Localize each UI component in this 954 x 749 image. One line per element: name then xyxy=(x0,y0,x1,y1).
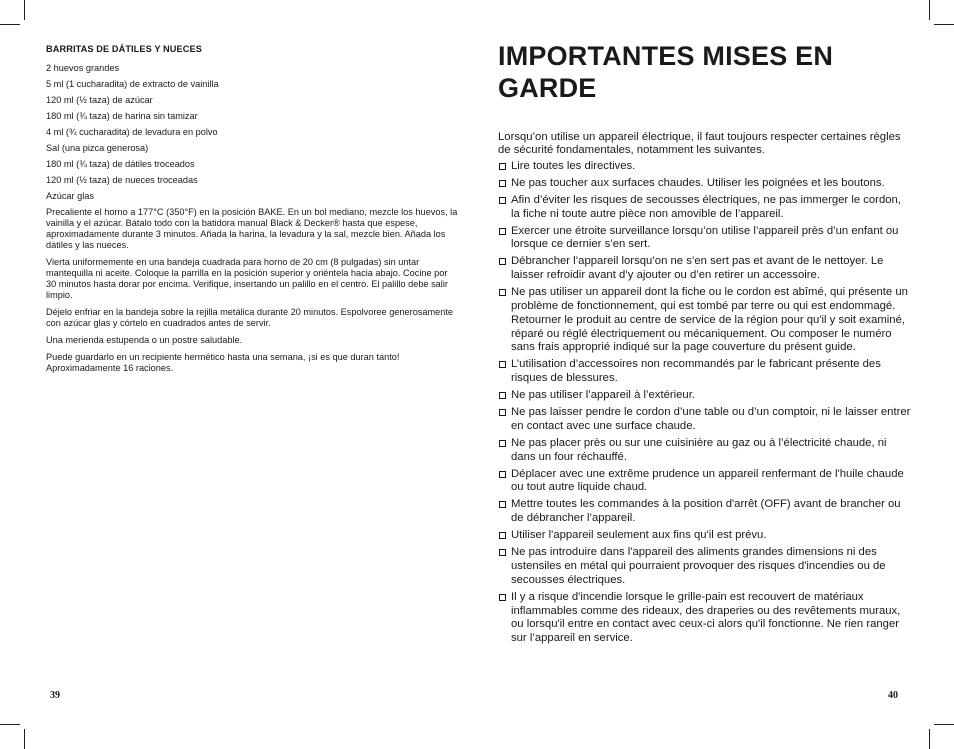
crop-mark xyxy=(929,729,930,749)
checkbox-icon xyxy=(499,471,506,478)
ingredient-item: 2 huevos grandes xyxy=(46,63,120,73)
checkbox-icon xyxy=(499,501,506,508)
instruction-paragraph: Vierta uniformemente en una bandeja cuadrada para horno de 20 cm (8 pulgadas) sin untar mantequilla ni aceite. Coloque la parrilla en la posición superior y oriéntela hacia abajo. Cocine por 30 minutos hasta dorar por encima. Verifique, insertando un palillo en el centro. El palillo debe salir limpio. xyxy=(46,257,448,300)
ingredient-item: 180 ml (¾ taza) de harina sin tamizar xyxy=(46,111,198,121)
warning-item xyxy=(498,406,912,434)
warning-text: Ne pas introduire dans l'appareil des aliments grandes dimensions ni des ustensiles en métal qui pourraient provoquer des risques d'incendies ou de secousses électriques. xyxy=(511,546,886,586)
intro-paragraph: Lorsqu’on utilise un appareil électrique, il faut toujours respecter certaines règles de sécurité fondamentales, notamment les suivantes. xyxy=(498,131,901,157)
warning-text: Ne pas placer près ou sur une cuisinière au gaz ou à l’électricité chaude, ni dans un four réchauffé. xyxy=(511,436,887,463)
warning-item xyxy=(498,286,912,355)
checkbox-icon xyxy=(499,440,506,447)
crop-mark xyxy=(934,24,954,25)
warning-item xyxy=(498,546,912,587)
section-title: IMPORTANTES MISES EN GARDE xyxy=(498,41,834,103)
instruction-paragraph: Déjelo enfriar en la bandeja sobre la rejilla metálica durante 20 minutos. Espolvoree generosamente con azúcar glas y córtelo en cuadrados antes de servir. xyxy=(46,307,454,328)
checkbox-icon xyxy=(499,228,506,235)
warning-text: Utiliser l'appareil seulement aux fins qu'il est prévu. xyxy=(511,529,767,542)
crop-mark xyxy=(0,24,20,25)
checkbox-icon xyxy=(499,594,506,601)
warning-text: Afin d’éviter les risques de secousses électriques, ne pas immerger le cordon, la fiche ni toute autre pièce non amovible de l’appareil. xyxy=(511,193,901,220)
ingredient-list xyxy=(46,63,458,202)
warning-text: Ne pas laisser pendre le cordon d’une table ou d’un comptoir, ni le laisser entrer en contact avec une surface chaude. xyxy=(511,406,911,432)
checkbox-icon xyxy=(499,258,506,265)
instruction-paragraph: Precaliente el horno a 177°C (350°F) en la posición BAKE. En un bol mediano, mezcle los huevos, la vainilla y el azúcar. Bátalo todo con la batidora manual Black & Decker® hasta que espese, aproximadamente durante 3 minutos. Añada la harina, la levadura y la sal, mezcle bien. Añada los dátiles y las nueces. xyxy=(46,207,458,250)
page-number-right: 40 xyxy=(888,690,898,701)
warning-text: Ne pas utiliser l’appareil à l’extérieur. xyxy=(511,389,695,402)
ingredient-item: 180 ml (¾ taza) de dátiles troceados xyxy=(46,159,195,169)
warning-item xyxy=(498,177,912,191)
warning-text: Déplacer avec une extrême prudence un appareil renfermant de l'huile chaude ou tout autre liquide chaud. xyxy=(511,467,904,494)
warning-text: Mettre toutes les commandes à la position d'arrêt (OFF) avant de brancher ou de débrancher l’appareil. xyxy=(511,498,901,525)
warning-item xyxy=(498,358,912,386)
recipe-title: BARRITAS DE DÁTILES Y NUECES xyxy=(46,44,202,54)
warning-item xyxy=(498,468,912,496)
left-page xyxy=(46,44,458,380)
instruction-paragraph: Una merienda estupenda o un postre saludable. xyxy=(46,335,243,345)
ingredient-item: 120 ml (½ taza) de azúcar xyxy=(46,95,153,105)
ingredient-item: Sal (una pizca generosa) xyxy=(46,143,149,153)
right-page xyxy=(498,40,912,649)
checkbox-icon xyxy=(499,532,506,539)
crop-mark xyxy=(929,0,930,20)
warning-text: Exercer une étroite surveillance lorsqu’on utilise l’appareil près d’un enfant ou lorsque ce dernier s’en sert. xyxy=(511,224,899,251)
checkbox-icon xyxy=(499,392,506,399)
checkbox-icon xyxy=(499,163,506,170)
warning-text: Il y a risque d'incendie lorsque le grille-pain est recouvert de matériaux inflammables comme des rideaux, des draperies ou des revêtements muraux, ou lorsqu'il entre en contact avec ceux-ci alors qu'il fonctionne. Ne rien ranger sur l’appareil en service. xyxy=(511,590,901,645)
warning-item xyxy=(498,437,912,465)
crop-mark xyxy=(24,729,25,749)
warning-item xyxy=(498,389,912,403)
checkbox-icon xyxy=(499,180,506,187)
recipe-instructions xyxy=(46,207,458,374)
checkbox-icon xyxy=(499,197,506,204)
warning-text: Lire toutes les directives. xyxy=(511,159,636,172)
ingredient-item: Azúcar glas xyxy=(46,191,95,201)
warning-text: Ne pas toucher aux surfaces chaudes. Utiliser les poignées et les boutons. xyxy=(511,176,885,189)
warning-item xyxy=(498,255,912,283)
crop-mark xyxy=(0,724,20,725)
page-number-left: 39 xyxy=(50,690,60,701)
warning-text: Débrancher l’appareil lorsqu’on ne s’en sert pas et avant de le nettoyer. Le laisser refroidir avant d’y ajouter ou d’en retirer un accessoire. xyxy=(511,255,884,282)
ingredient-item: 5 ml (1 cucharadita) de extracto de vainilla xyxy=(46,79,219,89)
warning-item xyxy=(498,194,912,222)
checkbox-icon xyxy=(499,549,506,556)
warning-text: L’utilisation d’accessoires non recommandés par le fabricant présente des risques de blessures. xyxy=(511,358,881,385)
instruction-paragraph: Puede guardarlo en un recipiente hermético hasta una semana, ¡si es que duran tanto! Aproximadamente 16 raciones. xyxy=(46,352,400,373)
warning-list xyxy=(498,160,912,646)
ingredient-item: 4 ml (¾ cucharadita) de levadura en polvo xyxy=(46,127,218,137)
checkbox-icon xyxy=(499,409,506,416)
ingredient-item: 120 ml (½ taza) de nueces troceadas xyxy=(46,175,198,185)
warning-item xyxy=(498,529,912,543)
warning-item xyxy=(498,591,912,646)
crop-mark xyxy=(24,0,25,20)
warning-item xyxy=(498,160,912,174)
warning-item xyxy=(498,498,912,526)
warning-item xyxy=(498,225,912,253)
checkbox-icon xyxy=(499,289,506,296)
crop-mark xyxy=(934,724,954,725)
checkbox-icon xyxy=(499,361,506,368)
warning-text: Ne pas utiliser un appareil dont la fiche ou le cordon est abîmé, qui présente un problème de fonctionnement, qui est tombé par terre ou qui est endommagé. Retourner le produit au centre de service de la région pour qu'il y soit examiné, réparé ou réglé électriquement ou mécaniquement. Ou composer le numéro sans frais approprié indiqué sur la page couverture du présent guide. xyxy=(511,286,908,354)
